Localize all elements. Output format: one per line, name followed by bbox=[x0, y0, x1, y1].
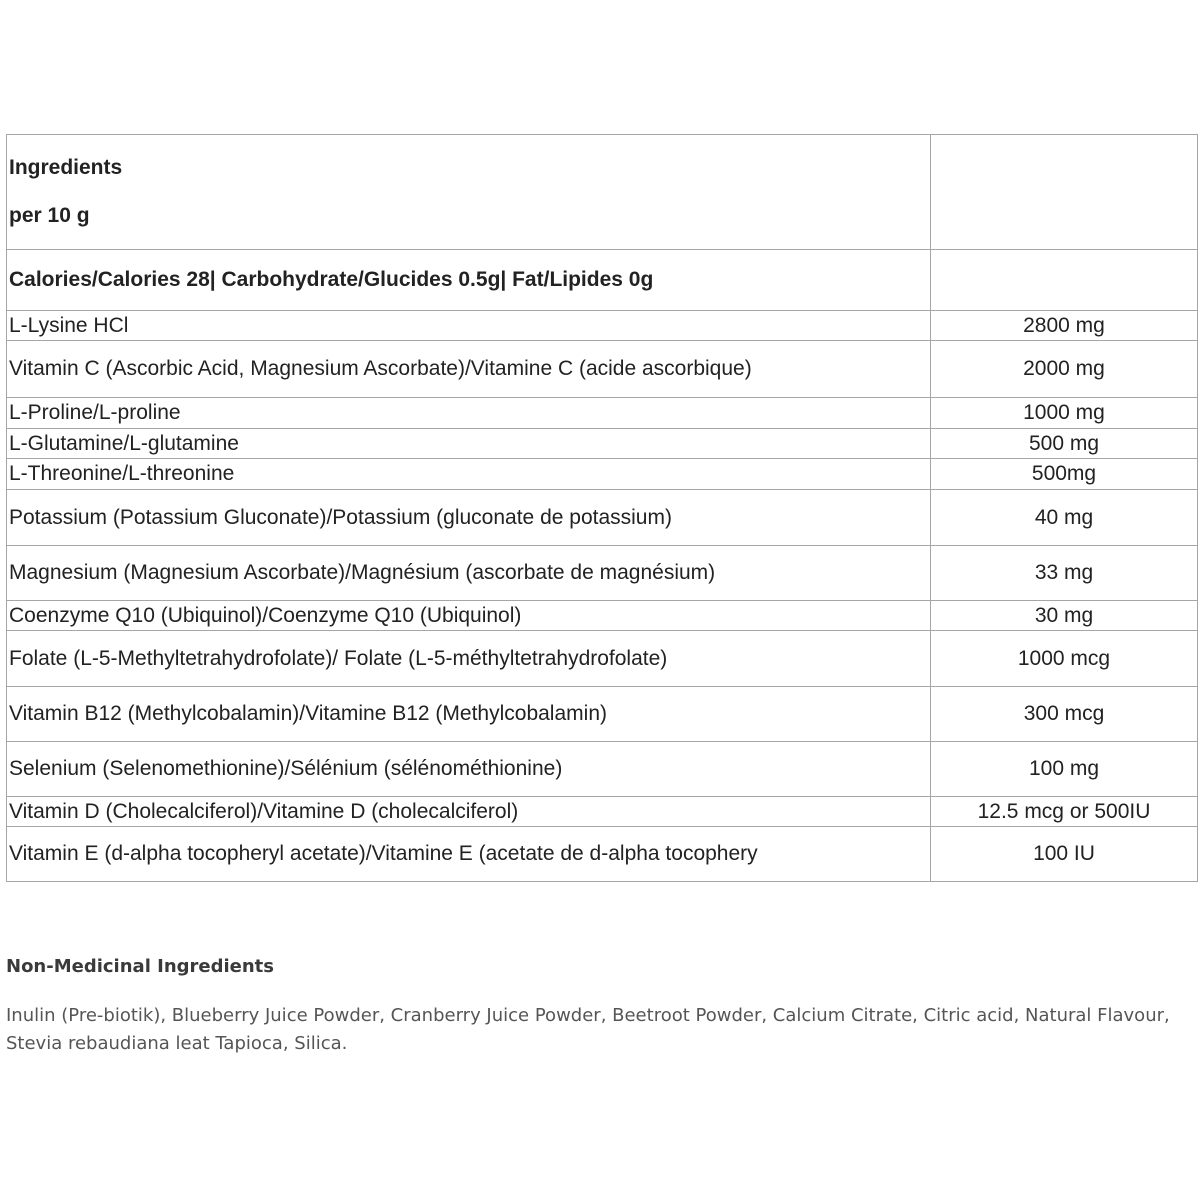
ingredient-amount: 300 mcg bbox=[931, 687, 1198, 742]
table-row bbox=[7, 797, 1198, 827]
non-medicinal-title: Non-Medicinal Ingredients bbox=[6, 956, 275, 977]
table-row bbox=[7, 459, 1198, 490]
table-row bbox=[7, 311, 1198, 341]
ingredient-name: Coenzyme Q10 (Ubiquinol)/Coenzyme Q10 (Ubiquinol) bbox=[7, 601, 931, 631]
calories-row bbox=[7, 250, 1198, 311]
ingredient-name: Selenium (Selenomethionine)/Sélénium (sélénométhionine) bbox=[7, 742, 931, 797]
ingredient-amount: 1000 mcg bbox=[931, 631, 1198, 687]
ingredient-amount: 12.5 mcg or 500IU bbox=[931, 797, 1198, 827]
table-row bbox=[7, 631, 1198, 687]
ingredient-name: L-Glutamine/L-glutamine bbox=[7, 429, 931, 459]
ingredient-name: Vitamin E (d-alpha tocopheryl acetate)/Vitamine E (acetate de d-alpha tocophery bbox=[7, 827, 931, 882]
ingredient-name: L-Threonine/L-threonine bbox=[7, 459, 931, 490]
table-header-row bbox=[7, 135, 1198, 250]
calories-empty-cell bbox=[931, 250, 1198, 311]
calories-line: Calories/Calories 28| Carbohydrate/Glucides 0.5g| Fat/Lipides 0g bbox=[7, 250, 931, 311]
header-empty-cell bbox=[931, 135, 1198, 250]
table-row bbox=[7, 827, 1198, 882]
ingredient-amount: 500mg bbox=[931, 459, 1198, 490]
ingredient-amount: 1000 mg bbox=[931, 398, 1198, 429]
table-row bbox=[7, 742, 1198, 797]
table-row bbox=[7, 546, 1198, 601]
table-row bbox=[7, 429, 1198, 459]
ingredients-heading: Ingredients bbox=[9, 156, 123, 179]
ingredient-name: L-Proline/L-proline bbox=[7, 398, 931, 429]
table-row bbox=[7, 398, 1198, 429]
table-row bbox=[7, 341, 1198, 398]
ingredient-amount: 100 mg bbox=[931, 742, 1198, 797]
table-row bbox=[7, 490, 1198, 546]
ingredient-name: Vitamin B12 (Methylcobalamin)/Vitamine B12 (Methylcobalamin) bbox=[7, 687, 931, 742]
non-medicinal-text: Inulin (Pre-biotik), Blueberry Juice Powder, Cranberry Juice Powder, Beetroot Powder, Calcium Citrate, Citric acid, Natural Flavour, Stevia rebaudiana leat Tapioca, Silica. bbox=[6, 1005, 1170, 1054]
ingredient-amount: 100 IU bbox=[931, 827, 1198, 882]
table-row bbox=[7, 687, 1198, 742]
serving-size: per 10 g bbox=[9, 204, 90, 227]
ingredient-amount: 40 mg bbox=[931, 490, 1198, 546]
ingredient-amount: 30 mg bbox=[931, 601, 1198, 631]
ingredient-name: Vitamin D (Cholecalciferol)/Vitamine D (cholecalciferol) bbox=[7, 797, 931, 827]
ingredient-name: Folate (L-5-Methyltetrahydrofolate)/ Folate (L-5-méthyltetrahydrofolate) bbox=[7, 631, 931, 687]
ingredient-amount: 2000 mg bbox=[931, 341, 1198, 398]
ingredient-name: Vitamin C (Ascorbic Acid, Magnesium Ascorbate)/Vitamine C (acide ascorbique) bbox=[7, 341, 931, 398]
ingredient-name: Potassium (Potassium Gluconate)/Potassium (gluconate de potassium) bbox=[7, 490, 931, 546]
header-cell bbox=[7, 135, 931, 250]
ingredient-amount: 33 mg bbox=[931, 546, 1198, 601]
ingredient-amount: 2800 mg bbox=[931, 311, 1198, 341]
table-row bbox=[7, 601, 1198, 631]
ingredient-name: Magnesium (Magnesium Ascorbate)/Magnésium (ascorbate de magnésium) bbox=[7, 546, 931, 601]
ingredients-table bbox=[6, 134, 1198, 882]
ingredient-name: L-Lysine HCl bbox=[7, 311, 931, 341]
ingredient-amount: 500 mg bbox=[931, 429, 1198, 459]
